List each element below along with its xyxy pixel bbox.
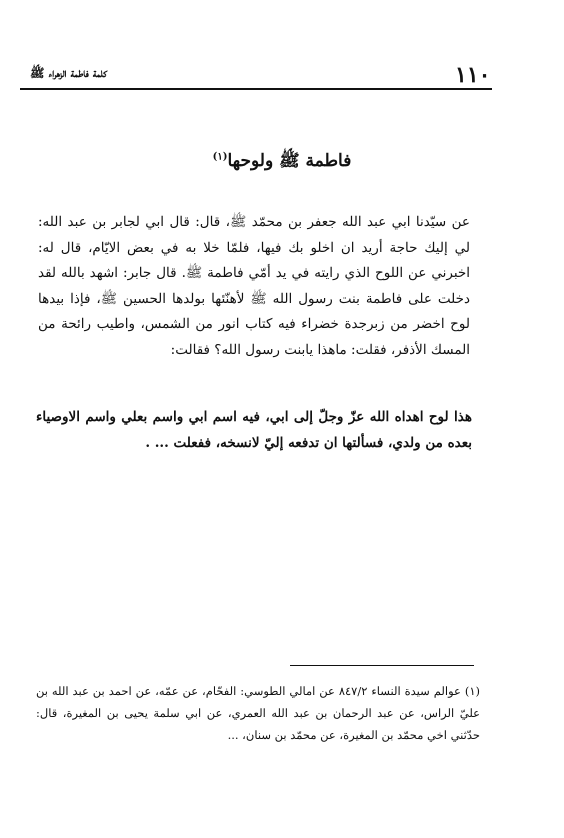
quoted-passage — [36, 404, 472, 456]
footnote-rule — [290, 665, 474, 666]
footnotes — [36, 680, 480, 746]
running-title: كلمة فاطمة الزهراء ﷺ — [30, 66, 107, 80]
paragraph-text: عن سيّدنا ابي عبد الله جعفر بن محمّد ﷺ، قال: قال ابي لجابر بن عبد الله: لي إليك حاجة أريد ان اخلو بك فيها، فلمّا خلا به في بعض الايّام، قال له: اخبرني عن اللوح الذي رايته في يد أمّي فاطمة ﷺ. قال جابر: اشهد بالله لقد دخلت على فاطمة بنت رسول الله ﷺ لأهنّئها بولدها الحسين ﷺ، فإذا بيدها لوح اخضر من زبرجدة خضراء فيه كتاب انور من الشمس، واطيب رائحة من المسك الأذفر، فقلت: ماهذا يابنت رسول الله؟ فقالت: — [38, 214, 470, 358]
quote-text: هذا لوح اهداه الله عزّ وجلّ إلى ابي، فيه اسم ابي واسم بعلي واسم الاوصياء بعده من ولدي، فسألتها ان تدفعه إليّ لانسخه، ففعلت ... . — [36, 409, 472, 451]
chapter-title-text: فاطمة ﷺ ولوحها — [227, 151, 352, 171]
page-number: ١١٠ — [455, 62, 491, 88]
footnote-marker: (١) — [212, 151, 228, 163]
chapter-title — [0, 150, 564, 175]
main-paragraph — [38, 210, 470, 363]
header-rule — [20, 88, 492, 90]
footnote-item: (١) عوالم سيدة النساء ٨٤٧/٢ عن امالي الطوسي: الفحّام، عن عمّه، عن احمد بن عبد الله بن عليّ الراس، عن عبد الرحمان بن عبد الله العمري، عن ابي سلمة يحيى بن المغيرة، قال: حدّثني اخي محمّد بن المغيرة، عن محمّد بن سنان، ... — [36, 684, 480, 742]
